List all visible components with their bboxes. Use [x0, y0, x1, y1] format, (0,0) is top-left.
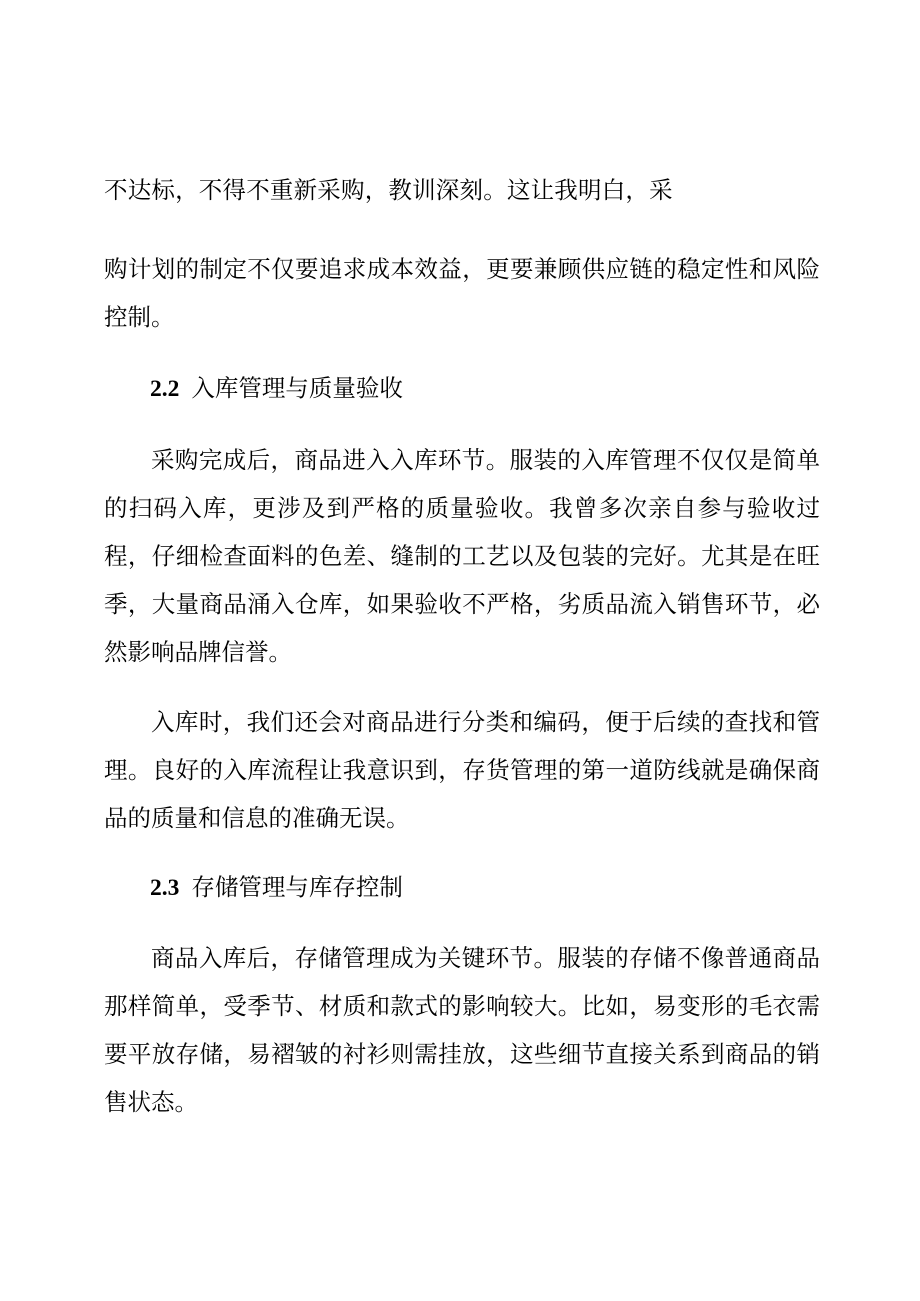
paragraph: 入库时，我们还会对商品进行分类和编码，便于后续的查找和管理。良好的入库流程让我意识到，存货管理的第一道防线就是确保商品的质量和信息的准确无误。	[104, 708, 820, 832]
text-line: 不达标，不得不重新采购，教训深刻。这让我明白，采	[104, 176, 673, 204]
section-title: 存储管理与库存控制	[191, 873, 403, 901]
paragraph: 购计划的制定不仅要追求成本效益，更要兼顾供应链的稳定性和风险控制。	[104, 255, 820, 331]
section-heading-2-3	[150, 863, 403, 912]
paragraph: 采购完成后，商品进入入库环节。服装的入库管理不仅仅是简单的扫码入库，更涉及到严格的质量验收。我曾多次亲自参与验收过程，仔细检查面料的色差、缝制的工艺以及包装的完好。尤其是在旺季，大量商品涌入仓库，如果验收不严格，劣质品流入销售环节，必然影响品牌信誉。	[104, 446, 820, 666]
section-number: 2.2	[150, 376, 180, 402]
section-heading-2-2	[150, 364, 403, 413]
section-number: 2.3	[150, 875, 180, 901]
section-title: 入库管理与质量验收	[191, 374, 403, 402]
paragraph: 商品入库后，存储管理成为关键环节。服装的存储不像普通商品那样简单，受季节、材质和款式的影响较大。比如，易变形的毛衣需要平放存储，易褶皱的衬衫则需挂放，这些细节直接关系到商品的销售状态。	[104, 944, 820, 1116]
